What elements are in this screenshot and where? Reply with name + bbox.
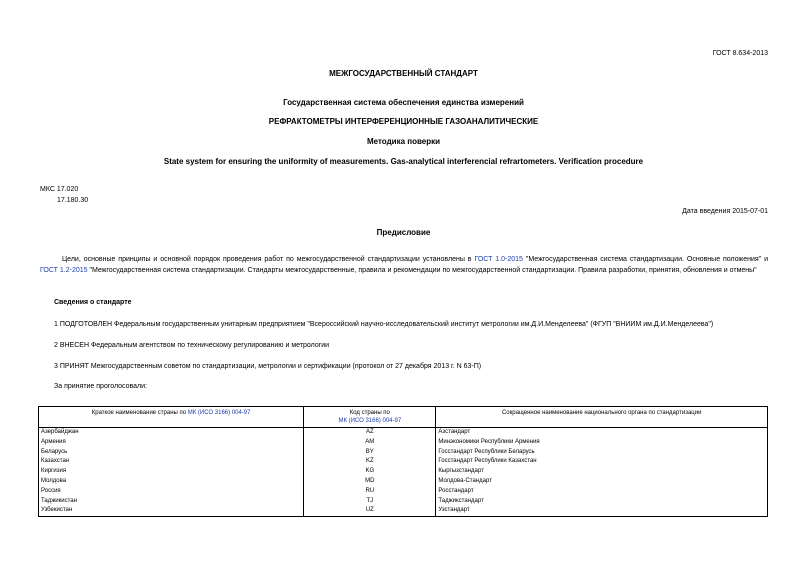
gost-1-0-link[interactable]: ГОСТ 1.0-2015 bbox=[474, 256, 523, 263]
country-cell: Казахстан bbox=[39, 457, 304, 467]
voted-label: За принятие проголосовали: bbox=[54, 383, 147, 390]
table-row bbox=[39, 448, 768, 458]
table-row bbox=[39, 467, 768, 477]
document-type-title: МЕЖГОСУДАРСТВЕННЫЙ СТАНДАРТ bbox=[329, 69, 478, 78]
code-cell: RU bbox=[304, 487, 436, 497]
info-item-2: 2 ВНЕСЕН Федеральным агентством по техническому регулированию и метрологии bbox=[54, 342, 330, 349]
code-cell: MD bbox=[304, 477, 436, 487]
country-cell: Россия bbox=[39, 487, 304, 497]
preface-text-1: Цели, основные принципы и основной порядок проведения работ по межгосударственной стандартизации установлены в bbox=[62, 256, 475, 263]
org-cell: Минэкономики Республики Армения bbox=[436, 438, 768, 448]
header-org-name: Сокращенное наименование национального органа по стандартизации bbox=[436, 407, 768, 428]
table-row bbox=[39, 457, 768, 467]
mks-code-second: 17.180.30 bbox=[57, 197, 89, 204]
code-cell: KG bbox=[304, 467, 436, 477]
gost-1-2-link[interactable]: ГОСТ 1.2-2015 bbox=[40, 267, 88, 274]
document-code: ГОСТ 8.634-2013 bbox=[712, 50, 768, 57]
preface-text-2: "Межгосударственная система стандартизации. Основные положения" и bbox=[522, 256, 768, 263]
code-cell: AM bbox=[304, 438, 436, 448]
country-cell: Киргизия bbox=[39, 467, 304, 477]
header-country-code bbox=[304, 407, 436, 428]
country-cell: Армения bbox=[39, 438, 304, 448]
method-title: Методика поверки bbox=[366, 137, 441, 146]
header-country-text: Краткое наименование страны по bbox=[91, 410, 188, 416]
preface-heading: Предисловие bbox=[376, 228, 431, 237]
table-row bbox=[39, 506, 768, 516]
table-row bbox=[39, 438, 768, 448]
code-cell: UZ bbox=[304, 506, 436, 516]
english-title: State system for ensuring the uniformity of measurements. Gas-analytical interferencial refrartometers. Verification procedure bbox=[163, 157, 644, 166]
org-cell: Росстандарт bbox=[436, 487, 768, 497]
country-cell: Таджикистан bbox=[39, 497, 304, 507]
table-header-row bbox=[39, 407, 768, 428]
country-cell: Узбекистан bbox=[39, 506, 304, 516]
code-cell: TJ bbox=[304, 497, 436, 507]
mk-iso-link-2[interactable]: МК (ИСО 3166) 004-97 bbox=[338, 418, 402, 424]
header-code-text: Код страны по bbox=[349, 410, 390, 416]
header-country-name bbox=[39, 407, 304, 428]
table-row bbox=[39, 497, 768, 507]
org-cell: Узстандарт bbox=[436, 506, 768, 516]
introduction-date: Дата введения 2015-07-01 bbox=[682, 208, 768, 215]
org-cell: Госстандарт Республики Казахстан bbox=[436, 457, 768, 467]
code-cell: BY bbox=[304, 448, 436, 458]
preface-paragraph bbox=[40, 254, 768, 276]
system-title: Государственная система обеспечения единства измерений bbox=[283, 98, 524, 107]
mks-code: МКС 17.020 bbox=[40, 186, 79, 193]
org-cell: Таджикстандарт bbox=[436, 497, 768, 507]
mk-iso-link-1[interactable]: МК (ИСО 3166) 004-97 bbox=[187, 410, 251, 416]
info-heading: Сведения о стандарте bbox=[54, 299, 132, 306]
info-item-1: 1 ПОДГОТОВЛЕН Федеральным государственным унитарным предприятием "Всероссийский научно-исследовательский институт метрологии им.Д.И.Менделеева" (ФГУП "ВНИИМ им.Д.И.Менделеева") bbox=[54, 321, 714, 328]
org-cell: Азстандарт bbox=[436, 428, 768, 438]
country-cell: Беларусь bbox=[39, 448, 304, 458]
code-cell: AZ bbox=[304, 428, 436, 438]
code-cell: KZ bbox=[304, 457, 436, 467]
preface-text-3: "Межгосударственная система стандартизации. Стандарты межгосударственные, правила и рекомендации по межгосударственной стандартизации. Правила разработки, принятия, обновления и отмены" bbox=[87, 267, 757, 274]
org-cell: Госстандарт Республики Беларусь bbox=[436, 448, 768, 458]
table-row bbox=[39, 428, 768, 438]
org-cell: Молдова-Стандарт bbox=[436, 477, 768, 487]
country-cell: Азербайджан bbox=[39, 428, 304, 438]
country-cell: Молдова bbox=[39, 477, 304, 487]
table-row bbox=[39, 477, 768, 487]
info-item-3: 3 ПРИНЯТ Межгосударственным советом по стандартизации, метрологии и сертификации (протокол от 27 декабря 2013 г. N 63-П) bbox=[54, 363, 482, 370]
table-row bbox=[39, 487, 768, 497]
org-cell: Кыргызстандарт bbox=[436, 467, 768, 477]
countries-table bbox=[38, 406, 768, 517]
subject-title: РЕФРАКТОМЕТРЫ ИНТЕРФЕРЕНЦИОННЫЕ ГАЗОАНАЛИТИЧЕСКИЕ bbox=[268, 117, 539, 126]
